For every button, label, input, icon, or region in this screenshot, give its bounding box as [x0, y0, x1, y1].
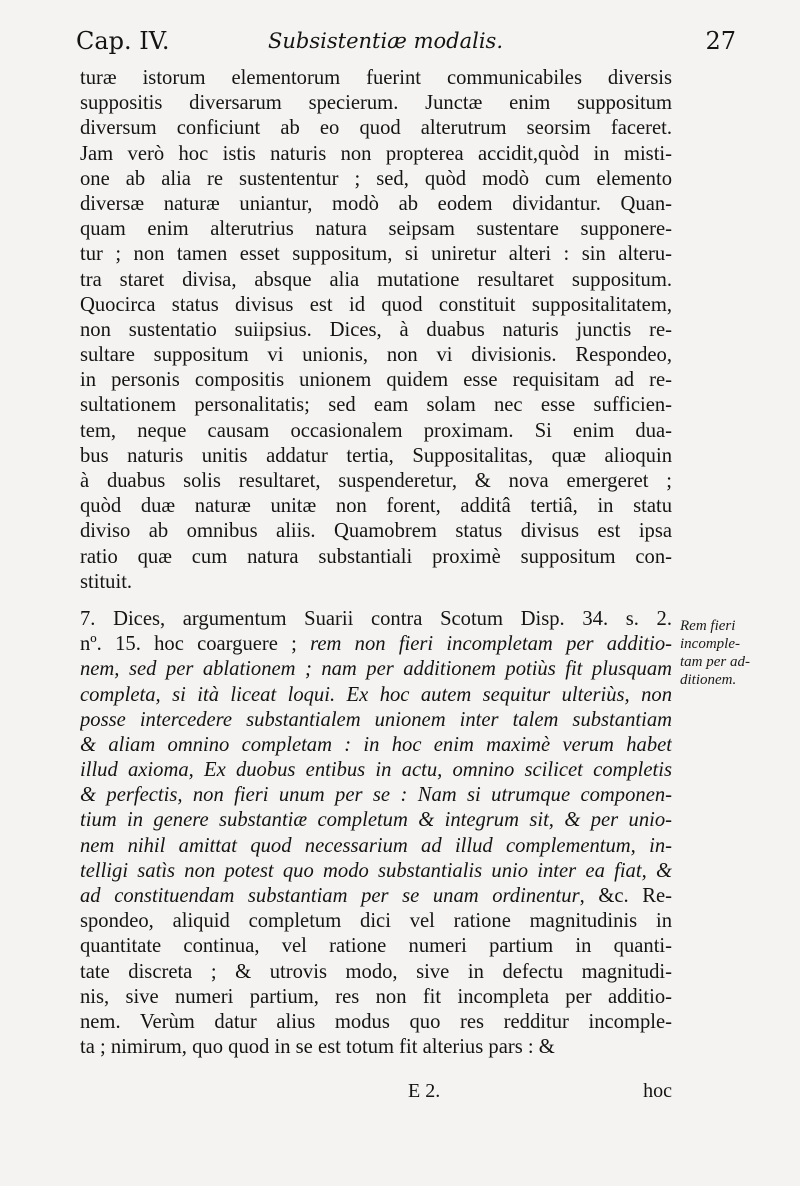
italic-text: nem, sed per ablationem ; nam per additionem potiùs fit plusquam: [80, 658, 672, 681]
text-line: [80, 783, 672, 808]
text-line: quam enim alterutrius natura seipsam sustentare supponere-: [80, 218, 672, 241]
roman-text: ta ; nimirum, quo quod in se est totum fit alterius pars : &: [80, 1036, 555, 1059]
text-line: [80, 607, 672, 632]
italic-text: ad constituendam substantiam per se unam ordinentur: [80, 885, 580, 907]
text-line: [80, 934, 672, 959]
italic-text: posse intercedere substantialem unionem inter talem substantiam: [80, 708, 672, 731]
text-line: [80, 657, 672, 682]
roman-text: tate discreta ; & utrovis modo, sive in defectu magnitudi-: [80, 960, 672, 983]
text-line: Quocirca status divisus est id quod constituit suppositalitatem,: [80, 293, 672, 316]
text-line: one ab alia re sustententur ; sed, quòd modò cum elemento: [80, 167, 672, 190]
margin-note-line: tam per ad-: [680, 654, 750, 670]
paragraph-gap: [80, 595, 672, 607]
margin-note-line: ditionem.: [680, 672, 737, 688]
text-line: tur ; non tamen esset suppositum, si uniretur alteri : sin alteru-: [80, 243, 672, 266]
text-line: sultare suppositum vi unionis, non vi divisionis. Respondeo,: [80, 344, 672, 367]
catchword: hoc: [643, 1080, 672, 1102]
page-footer: [80, 1080, 672, 1106]
text-line: [80, 758, 672, 783]
paragraph-1: [80, 66, 672, 607]
margin-note: [680, 617, 790, 689]
text-line: suppositis diversarum specierum. Junctæ enim suppositum: [80, 92, 672, 115]
text-line: diviso ab omnibus aliis. Quamobrem status divisus est ipsa: [80, 520, 672, 543]
text-line: [80, 1010, 672, 1035]
text-line: tem, neque causam occasionalem proximam. Si enim dua-: [80, 419, 672, 442]
text-line: [80, 884, 672, 909]
italic-text: illud axioma, Ex duobus entibus in actu, omnino scilicet completis: [80, 759, 672, 782]
text-line: [80, 708, 672, 733]
text-line: à duabus solis resultaret, suspenderetur, & nova emergeret ;: [80, 470, 672, 492]
italic-text: & perfectis, non fieri unum per se : Nam si utrumque componen-: [80, 784, 672, 807]
main-text: [80, 66, 672, 1060]
italic-text: tium in genere substantiæ completum & integrum sit, & per unio-: [80, 809, 672, 832]
text-line: [80, 683, 672, 708]
text-line: [80, 859, 672, 884]
page-number: 27: [705, 27, 736, 55]
running-title: Subsistentiæ modalis.: [268, 29, 503, 53]
text-line: diversæ naturæ uniantur, modò ab eodem dividantur. Quan-: [80, 192, 672, 215]
italic-text: nem nihil amittat quod necessarium ad illud complementum, in-: [80, 834, 672, 857]
italic-text: completa, si ità liceat loqui. Ex hoc autem sequitur ulteriùs, non: [80, 683, 672, 706]
chapter-label: Cap. IV.: [76, 27, 170, 55]
text-line: stituit.: [80, 570, 133, 593]
margin-note-line: incomple-: [680, 636, 740, 652]
roman-text: nº. 15. hoc coarguere ;: [80, 633, 311, 656]
signature-mark: E 2.: [408, 1080, 441, 1102]
text-line: bus naturis unitis addatur tertia, Suppositalitas, quæ alioquin: [80, 444, 672, 467]
text-line: [80, 960, 672, 985]
text-line: [80, 909, 672, 934]
text-line: [80, 834, 672, 859]
text-line: ratio quæ cum natura substantiali proximè suppositum con-: [80, 545, 672, 568]
italic-text: telligi satìs non potest quo modo substantialis unio inter ea fiat, &: [80, 859, 672, 882]
text-line: non sustentatio suiipsius. Dices, à duabus naturis junctis re-: [80, 318, 672, 341]
text-line: [80, 1035, 672, 1060]
margin-note-line: Rem fieri: [680, 618, 736, 634]
text-line: sultationem personalitatis; sed eam solam nec esse sufficien-: [80, 394, 672, 417]
roman-text: nem. Verùm datur alius modus quo res redditur incomple-: [80, 1010, 672, 1033]
text-line: diversum conficiunt ab eo quod alterutrum seorsim faceret.: [80, 117, 672, 140]
text-line: in personis compositis unionem quidem esse requisitam ad re-: [80, 369, 672, 392]
running-header: [72, 24, 742, 58]
text-line: tra staret divisa, absque alia mutatione resultaret suppositum.: [80, 268, 672, 291]
roman-text: quantitate continua, vel ratione numeri partium in quanti-: [80, 935, 672, 958]
italic-text: & aliam omnino completam : in hoc enim maximè verum habet: [80, 733, 672, 756]
text-line: [80, 632, 672, 657]
text-line: Jam verò hoc istis naturis non propterea accidit,quòd in misti-: [80, 142, 672, 165]
text-line: quòd duæ naturæ unitæ non forent, additâ tertiâ, in statu: [80, 495, 672, 518]
text-line: [80, 733, 672, 758]
text-line: [80, 985, 672, 1010]
text-line: [80, 808, 672, 833]
italic-text: rem non fieri incompletam per additio-: [310, 633, 672, 656]
roman-text: nis, sive numeri partium, res non fit incompleta per additio-: [80, 985, 672, 1008]
roman-text: spondeo, aliquid completum dici vel ratione magnitudinis in: [80, 910, 672, 933]
text-line: turæ istorum elementorum fuerint communicabiles diversis: [80, 67, 672, 89]
paragraph-2: [80, 607, 672, 1060]
roman-text: , &c. Re-: [579, 885, 672, 907]
roman-text: 7. Dices, argumentum Suarii contra Scotum Disp. 34. s. 2.: [80, 607, 672, 630]
